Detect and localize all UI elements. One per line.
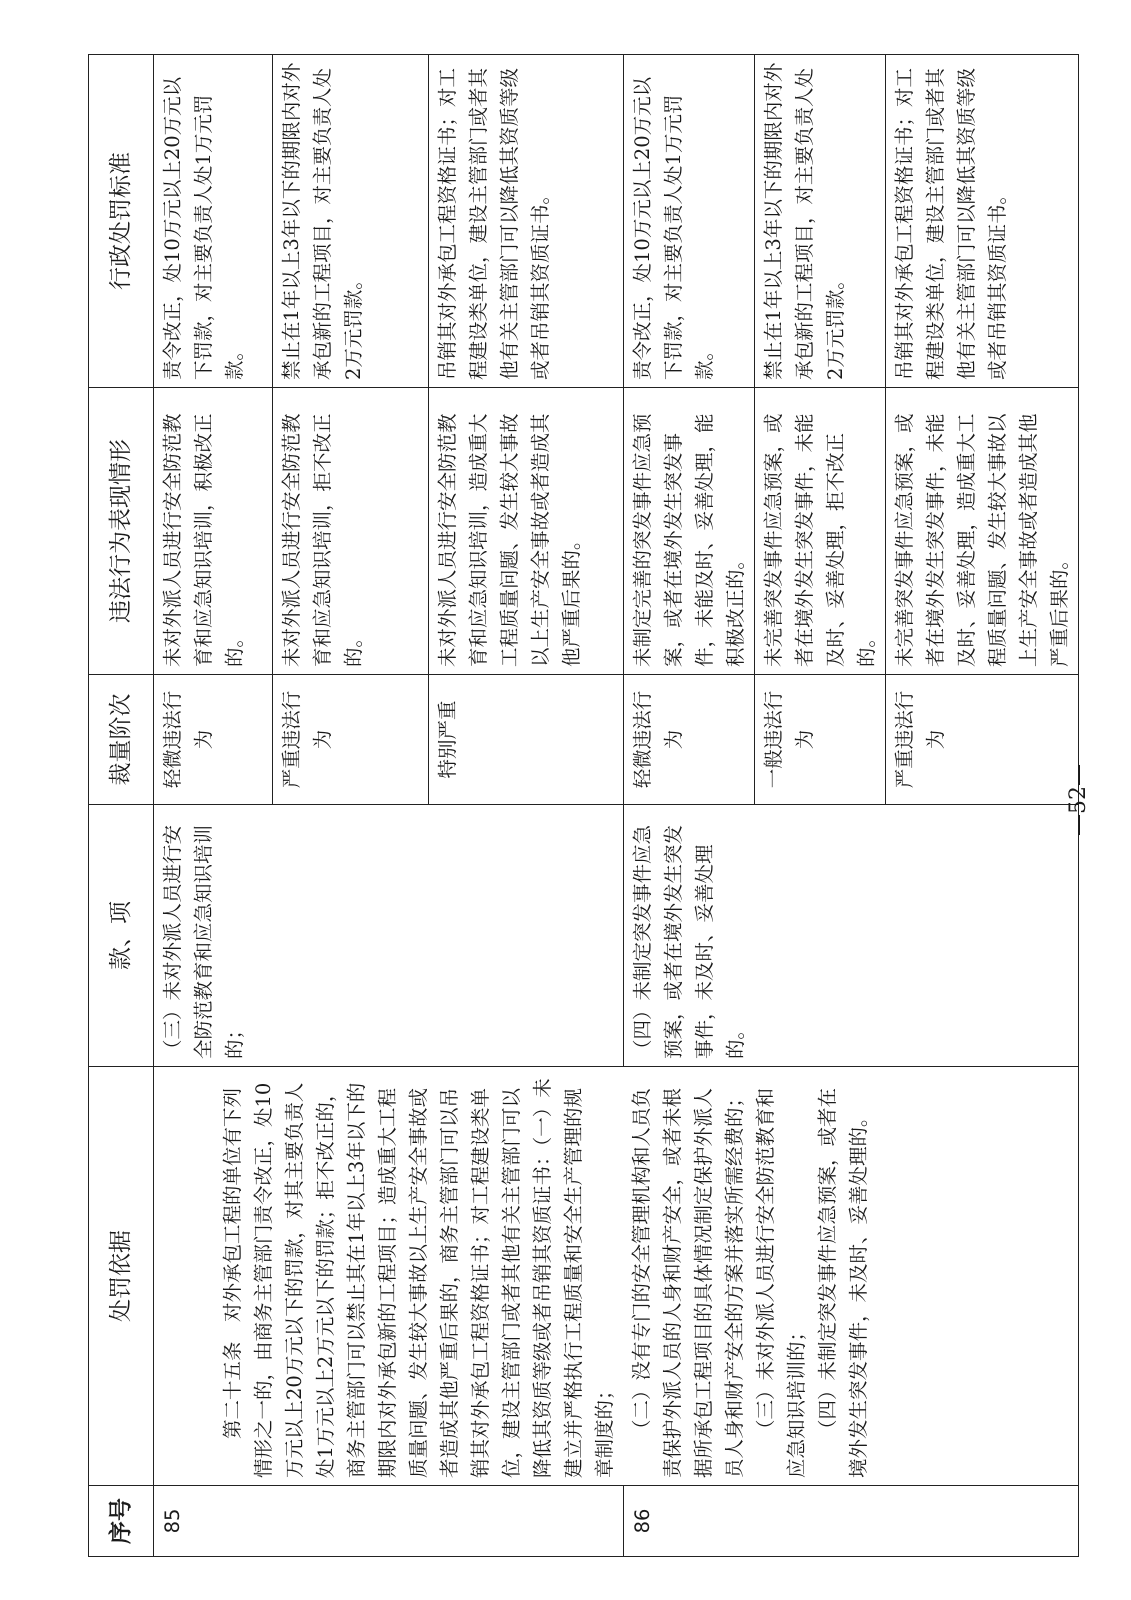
standard-86-3: 吊销其对外承包工程资格证书；对工程建设类单位，建设主管部门或者其他有关主管部门可以降低其资质等级或者吊销其资质证书。	[885, 55, 1078, 388]
seq-86: 86	[623, 1486, 1078, 1557]
level-85-1: 轻微违法行为	[154, 675, 273, 805]
standard-86-1: 责令改正，处10万元以上20万元以下罚款，对主要负责人处1万元罚款。	[623, 55, 754, 388]
item-86: （四）未制定突发事件应急预案，或者在境外发生突发事件，未及时、妥善处理的。	[623, 805, 1078, 1067]
standard-86-2: 禁止在1年以上3年以下的期限内对外承包新的工程项目，对主要负责人处2万元罚款。	[754, 55, 885, 388]
level-86-2: 一般违法行为	[754, 675, 885, 805]
basis-paragraph-3: （三）未对外派人员进行安全防范教育和应急知识培训的；	[754, 1087, 808, 1478]
header-seq: 序号	[89, 1486, 154, 1557]
header-situation: 违法行为表现情形	[89, 388, 154, 675]
table-header-row	[89, 55, 154, 1557]
situation-86-1: 未制定完善的突发事件应急预案，或者在境外发生突发事件，未能及时、妥善处理，能积极改正的。	[623, 388, 754, 675]
situation-85-3: 未对外派人员进行安全防范教育和应急知识培训，造成重大工程质量问题、发生较大事故以上生产安全事故或者造成其他严重后果的。	[428, 388, 623, 675]
standard-85-1: 责令改正，处10万元以上20万元以下罚款，对主要负责人处1万元罚款。	[154, 55, 273, 388]
penalty-table	[88, 54, 1079, 1557]
situation-85-1: 未对外派人员进行安全防范教育和应急知识培训，积极改正的。	[154, 388, 273, 675]
header-standard: 行政处罚标准	[89, 55, 154, 388]
basis-paragraph-2: （二）没有专门的安全管理机构和人员负责保护外派人员的人身和财产安全，或者未根据所承包工程项目的具体情况制定保护外派人员人身和财产安全的方案并落实所需经费的；	[630, 1087, 746, 1478]
header-basis: 处罚依据	[89, 1067, 154, 1486]
situation-86-2: 未完善突发事件应急预案，或者在境外发生突发事件，未能及时、妥善处理，拒不改正的。	[754, 388, 885, 675]
seq-85: 85	[154, 1486, 624, 1557]
basis-text-86	[623, 1067, 1078, 1486]
standard-85-2: 禁止在1年以上3年以下的期限内对外承包新的工程项目，对主要负责人处2万元罚款。	[273, 55, 428, 388]
level-85-3: 特别严重	[428, 675, 623, 805]
standard-85-3: 吊销其对外承包工程资格证书；对工程建设类单位，建设主管部门或者其他有关主管部门可以降低其资质等级或者吊销其资质证书。	[428, 55, 623, 388]
header-item: 款、项	[89, 805, 154, 1067]
table-row	[623, 55, 754, 1557]
header-level: 裁量阶次	[89, 675, 154, 805]
table-row	[154, 55, 273, 1557]
situation-85-2: 未对外派人员进行安全防范教育和应急知识培训，拒不改正的。	[273, 388, 428, 675]
page-number: —52—	[1066, 764, 1091, 836]
level-86-1: 轻微违法行为	[623, 675, 754, 805]
item-85: （三）未对外派人员进行安全防范教育和应急知识培训的；	[154, 805, 624, 1067]
level-86-3: 严重违法行为	[885, 675, 1078, 805]
level-85-2: 严重违法行为	[273, 675, 428, 805]
basis-text-85	[154, 1067, 624, 1486]
basis-paragraph-4: （四）未制定突发事件应急预案，或者在境外发生突发事件，未及时、妥善处理的。	[816, 1087, 870, 1478]
basis-paragraph-1: 第二十五条 对外承包工程的单位有下列情形之一的，由商务主管部门责令改正，处10万元以上20万元以下的罚款，对其主要负责人处1万元以上2万元以下的罚款；拒不改正的，商务主管部门可以禁止其在1年以上3年以下的期限内对外承包新的工程项目；造成重大工程质量问题、发生较大事故以上生产安全事故或者造成其他严重后果的，商务主管部门可以吊销其对外承包工程资格证书；对工程建设类单位，建设主管部门或者其他有关主管部门可以降低其资质等级或者吊销其资质证书：（一）未建立并严格执行工程质量和安全生产管理的规章制度的；	[221, 1078, 616, 1478]
situation-86-3: 未完善突发事件应急预案，或者在境外发生突发事件，未能及时、妥善处理，造成重大工程质量问题、发生较大事故以上生产安全事故或者造成其他严重后果的。	[885, 388, 1078, 675]
